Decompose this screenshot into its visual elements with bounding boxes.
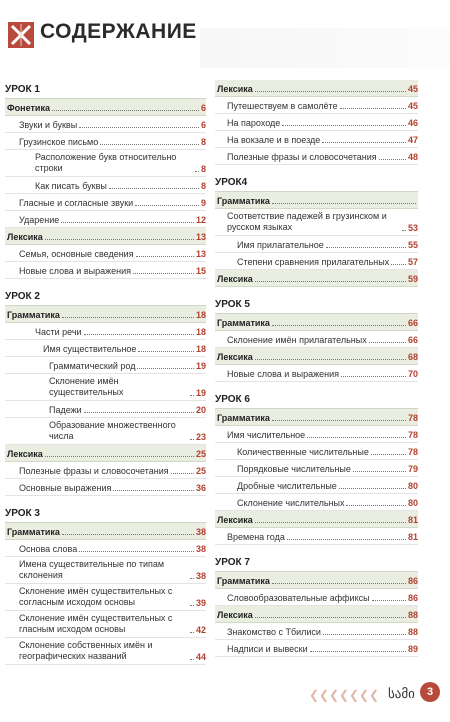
toc-entry[interactable] xyxy=(215,114,418,131)
entry-page-number: 25 xyxy=(195,466,206,476)
entry-title: Новые слова и выражения xyxy=(19,266,131,276)
toc-entry[interactable] xyxy=(215,589,418,606)
dot-leader xyxy=(84,412,194,413)
dot-leader xyxy=(340,108,406,109)
entry-title: Фонетика xyxy=(7,103,50,113)
page-header xyxy=(0,0,450,72)
dot-leader xyxy=(372,600,406,601)
entry-title: Полезные фразы и словосочетания xyxy=(19,466,169,476)
dot-leader xyxy=(113,490,194,491)
dot-leader xyxy=(45,239,194,240)
entry-title: Имена существительные по типам склонения xyxy=(19,559,165,580)
entry-title: Грамматический род xyxy=(49,361,136,371)
dot-leader xyxy=(371,454,406,455)
entry-title: Лексика xyxy=(217,274,253,284)
decorative-arrows xyxy=(309,688,380,703)
chevron-left-icon: ❮ xyxy=(349,688,360,702)
entry-page-number: 66 xyxy=(407,335,418,345)
dot-leader xyxy=(322,142,406,143)
entry-page-number: 88 xyxy=(407,610,418,620)
lesson-heading: УРОК 6 xyxy=(215,390,418,409)
page-title: СОДЕРЖАНИЕ xyxy=(40,20,197,43)
entry-title: Основа слова xyxy=(19,544,78,554)
entry-title: Грамматика xyxy=(217,318,270,328)
toc-category[interactable] xyxy=(215,270,418,287)
toc-entry[interactable] xyxy=(5,116,206,133)
entry-page-number: 19 xyxy=(195,361,206,371)
entry-page-number: 12 xyxy=(195,215,206,225)
toc-entry[interactable] xyxy=(5,374,206,401)
toc-category[interactable] xyxy=(215,409,418,426)
toc-entry[interactable] xyxy=(215,623,418,640)
entry-title: Надписи и вывески xyxy=(227,644,308,654)
entry-page-number: 13 xyxy=(195,249,206,259)
page-number-badge: 3 xyxy=(420,682,440,702)
toc-entry[interactable] xyxy=(5,177,206,194)
entry-page-number: 8 xyxy=(200,164,206,174)
dot-leader xyxy=(282,125,406,126)
dot-leader xyxy=(62,317,194,318)
entry-title: Семья, основные сведения xyxy=(19,249,134,259)
entry-title: Соответствие падежей в грузинском и русском языках xyxy=(227,211,387,232)
dot-leader xyxy=(379,159,406,160)
entry-page-number: 18 xyxy=(195,344,206,354)
entry-page-number: 86 xyxy=(407,576,418,586)
toc-category[interactable] xyxy=(215,348,418,365)
entry-title: Звуки и буквы xyxy=(19,120,78,130)
toc-entry[interactable] xyxy=(215,331,418,348)
toc-entry[interactable] xyxy=(5,479,206,496)
entry-title: Грамматика xyxy=(7,310,60,320)
toc-entry[interactable] xyxy=(5,211,206,228)
dot-leader xyxy=(133,273,194,274)
entry-page-number: 8 xyxy=(200,137,206,147)
chevron-left-icon: ❮ xyxy=(369,688,380,702)
dot-leader xyxy=(190,605,194,606)
entry-title: Склонение имён существительных с согласным исходом основы xyxy=(19,586,173,607)
dot-leader xyxy=(255,281,406,282)
toc-category[interactable] xyxy=(215,314,418,331)
entry-title: Имя прилагательное xyxy=(237,240,324,250)
entry-page-number: 66 xyxy=(407,318,418,328)
toc-entry[interactable] xyxy=(5,584,206,611)
entry-page-number: 78 xyxy=(407,413,418,423)
toc-entry[interactable] xyxy=(5,540,206,557)
toc-entry[interactable] xyxy=(215,148,418,165)
dot-leader xyxy=(62,534,194,535)
dot-leader xyxy=(137,368,194,369)
dot-leader xyxy=(190,632,194,633)
entry-title: Склонение имён существительных с гласным исходом основы xyxy=(19,613,173,634)
toc-entry[interactable] xyxy=(5,611,206,638)
dot-leader xyxy=(61,222,194,223)
entry-title: Склонение имён существительных xyxy=(49,376,124,397)
toc-entry[interactable] xyxy=(5,340,206,357)
entry-page-number: 36 xyxy=(195,483,206,493)
entry-title: Времена года xyxy=(227,532,285,542)
toc-entry[interactable] xyxy=(5,357,206,374)
toc-entry[interactable] xyxy=(215,460,418,477)
entry-page-number: 89 xyxy=(407,644,418,654)
toc-category[interactable] xyxy=(215,511,418,528)
entry-title: Дробные числительные xyxy=(237,481,337,491)
lesson-heading: УРОК 5 xyxy=(215,295,418,314)
dot-leader xyxy=(171,473,194,474)
dot-leader xyxy=(346,505,406,506)
toc-entry[interactable] xyxy=(215,477,418,494)
entry-page-number: 81 xyxy=(407,515,418,525)
dot-leader xyxy=(402,230,406,231)
chevron-left-icon: ❮ xyxy=(339,688,350,702)
toc-entry[interactable] xyxy=(215,131,418,148)
dot-leader xyxy=(52,110,199,111)
toc-entry[interactable] xyxy=(5,401,206,418)
entry-title: Падежи xyxy=(49,405,82,415)
entry-title: Грамматика xyxy=(217,196,270,206)
chevron-left-icon: ❮ xyxy=(329,688,340,702)
entry-title: Лексика xyxy=(217,515,253,525)
entry-page-number: 68 xyxy=(407,352,418,362)
dot-leader xyxy=(326,247,406,248)
entry-title: Склонение собственных имён и географических названий xyxy=(19,640,153,661)
toc-entry[interactable] xyxy=(215,443,418,460)
toc-entry[interactable] xyxy=(5,245,206,262)
entry-page-number: 25 xyxy=(195,449,206,459)
toc-category[interactable] xyxy=(5,228,206,245)
toc-entry[interactable] xyxy=(215,209,418,236)
entry-page-number: 78 xyxy=(407,447,418,457)
dot-leader xyxy=(339,488,406,489)
dot-leader xyxy=(45,456,194,457)
entry-title: Лексика xyxy=(217,352,253,362)
entry-title: На вокзале и в поезде xyxy=(227,135,321,145)
toc-entry[interactable] xyxy=(215,426,418,443)
entry-title: Грамматика xyxy=(217,413,270,423)
entry-title: Знакомство с Тбилиси xyxy=(227,627,321,637)
toc-entry[interactable] xyxy=(215,494,418,511)
toc-entry[interactable] xyxy=(215,365,418,382)
entry-page-number: 53 xyxy=(407,223,418,233)
toc-entry[interactable] xyxy=(215,528,418,545)
entry-title: Лексика xyxy=(7,232,43,242)
entry-title: Основные выражения xyxy=(19,483,112,493)
lesson-heading: УРОК 1 xyxy=(5,80,206,99)
entry-page-number: 6 xyxy=(200,103,206,113)
dot-leader xyxy=(79,127,199,128)
entry-page-number: 15 xyxy=(195,266,206,276)
toc-entry[interactable] xyxy=(5,150,206,177)
lesson-heading: УРОК4 xyxy=(215,173,418,192)
dot-leader xyxy=(79,551,194,552)
entry-page-number: 38 xyxy=(195,527,206,537)
entry-page-number: 55 xyxy=(407,240,418,250)
entry-title: Склонение имён прилагательных xyxy=(227,335,367,345)
chevron-left-icon: ❮ xyxy=(319,688,330,702)
entry-page-number: 39 xyxy=(195,598,206,608)
entry-page-number: 13 xyxy=(195,232,206,242)
dot-leader xyxy=(353,471,406,472)
entry-title: Лексика xyxy=(217,610,253,620)
toc-category[interactable] xyxy=(215,80,418,97)
chevron-left-icon: ❮ xyxy=(309,688,320,702)
toc-category[interactable] xyxy=(5,99,206,116)
entry-title: Расположение букв относительно строки xyxy=(35,152,177,173)
dot-leader xyxy=(272,325,406,326)
entry-title: Гласные и согласные звуки xyxy=(19,198,134,208)
dot-leader xyxy=(369,342,406,343)
entry-page-number: 20 xyxy=(195,405,206,415)
toc-entry[interactable] xyxy=(215,640,418,657)
entry-page-number: 44 xyxy=(195,652,206,662)
entry-title: Склонение числительных xyxy=(237,498,345,508)
entry-page-number: 6 xyxy=(200,120,206,130)
entry-page-number: 78 xyxy=(407,430,418,440)
toc-category[interactable] xyxy=(5,445,206,462)
entry-page-number: 79 xyxy=(407,464,418,474)
entry-page-number: 19 xyxy=(195,388,206,398)
dot-leader xyxy=(190,439,194,440)
toc-entry[interactable] xyxy=(5,638,206,665)
entry-title: Образование множественного числа xyxy=(49,420,176,441)
toc-entry[interactable] xyxy=(5,557,206,584)
entry-title: Грузинское письмо xyxy=(19,137,99,147)
toc-entry[interactable] xyxy=(5,418,206,445)
lesson-heading: УРОК 7 xyxy=(215,553,418,572)
dot-leader xyxy=(100,144,199,145)
toc-entry[interactable] xyxy=(215,253,418,270)
dot-leader xyxy=(255,359,406,360)
dot-leader xyxy=(109,188,199,189)
toc-category[interactable] xyxy=(5,306,206,323)
lesson-heading: УРОК 3 xyxy=(5,504,206,523)
toc-entry[interactable] xyxy=(5,462,206,479)
dot-leader xyxy=(272,420,406,421)
entry-title: Лексика xyxy=(7,449,43,459)
entry-page-number: 81 xyxy=(407,532,418,542)
toc-entry[interactable] xyxy=(5,133,206,150)
contents-logo-icon xyxy=(8,22,34,48)
entry-page-number: 48 xyxy=(407,152,418,162)
entry-title: Полезные фразы и словосочетания xyxy=(227,152,377,162)
entry-title: На пароходе xyxy=(227,118,281,128)
dot-leader xyxy=(287,539,406,540)
dot-leader xyxy=(138,351,194,352)
entry-page-number: 57 xyxy=(407,257,418,267)
dot-leader xyxy=(190,395,194,396)
dot-leader xyxy=(255,617,406,618)
dot-leader xyxy=(135,205,199,206)
entry-page-number: 9 xyxy=(200,198,206,208)
entry-title: Части речи xyxy=(35,327,82,337)
toc-entry[interactable] xyxy=(5,194,206,211)
entry-title: Словообразовательные аффиксы xyxy=(227,593,370,603)
dot-leader xyxy=(391,264,406,265)
dot-leader xyxy=(84,334,194,335)
dot-leader xyxy=(341,376,406,377)
entry-page-number: 45 xyxy=(407,84,418,94)
dot-leader xyxy=(255,522,406,523)
entry-title: Имя числительное xyxy=(227,430,306,440)
toc-category[interactable] xyxy=(215,572,418,589)
entry-page-number: 80 xyxy=(407,481,418,491)
entry-page-number: 47 xyxy=(407,135,418,145)
entry-title: Как писать буквы xyxy=(35,181,107,191)
dot-leader xyxy=(272,583,406,584)
footer-word: სამი xyxy=(388,686,415,701)
dot-leader xyxy=(190,659,194,660)
dot-leader xyxy=(190,578,194,579)
entry-title: Грамматика xyxy=(217,576,270,586)
toc-entry[interactable] xyxy=(5,262,206,279)
entry-title: Лексика xyxy=(217,84,253,94)
dot-leader xyxy=(310,651,406,652)
entry-title: Ударение xyxy=(19,215,60,225)
entry-page-number: 18 xyxy=(195,327,206,337)
entry-page-number: 45 xyxy=(407,101,418,111)
entry-title: Количественные числительные xyxy=(237,447,369,457)
toc-category[interactable] xyxy=(215,606,418,623)
dot-leader xyxy=(272,203,416,204)
dot-leader xyxy=(195,171,199,172)
entry-page-number: 38 xyxy=(195,571,206,581)
entry-title: Степени сравнения прилагательных xyxy=(237,257,390,267)
entry-page-number: 59 xyxy=(407,274,418,284)
toc-entry[interactable] xyxy=(215,97,418,114)
faded-background-text xyxy=(200,28,450,68)
entry-title: Грамматика xyxy=(7,527,60,537)
toc-entry[interactable] xyxy=(5,323,206,340)
dot-leader xyxy=(255,91,406,92)
dot-leader xyxy=(136,256,194,257)
toc-category[interactable] xyxy=(215,192,418,209)
entry-page-number: 42 xyxy=(195,625,206,635)
entry-page-number: 46 xyxy=(407,118,418,128)
entry-title: Имя существительное xyxy=(43,344,137,354)
entry-page-number: 88 xyxy=(407,627,418,637)
chevron-left-icon: ❮ xyxy=(359,688,370,702)
entry-page-number: 80 xyxy=(407,498,418,508)
toc-category[interactable] xyxy=(5,523,206,540)
entry-page-number: 70 xyxy=(407,369,418,379)
toc-entry[interactable] xyxy=(215,236,418,253)
toc-column-left xyxy=(5,80,206,665)
entry-title: Порядковые числительные xyxy=(237,464,351,474)
entry-page-number: 86 xyxy=(407,593,418,603)
dot-leader xyxy=(307,437,406,438)
dot-leader xyxy=(323,634,406,635)
entry-page-number: 18 xyxy=(195,310,206,320)
entry-title: Путешествуем в самолёте xyxy=(227,101,338,111)
entry-page-number: 23 xyxy=(195,432,206,442)
entry-title: Новые слова и выражения xyxy=(227,369,339,379)
toc-column-right xyxy=(215,80,418,657)
entry-page-number: 38 xyxy=(195,544,206,554)
entry-page-number: 8 xyxy=(200,181,206,191)
lesson-heading: УРОК 2 xyxy=(5,287,206,306)
